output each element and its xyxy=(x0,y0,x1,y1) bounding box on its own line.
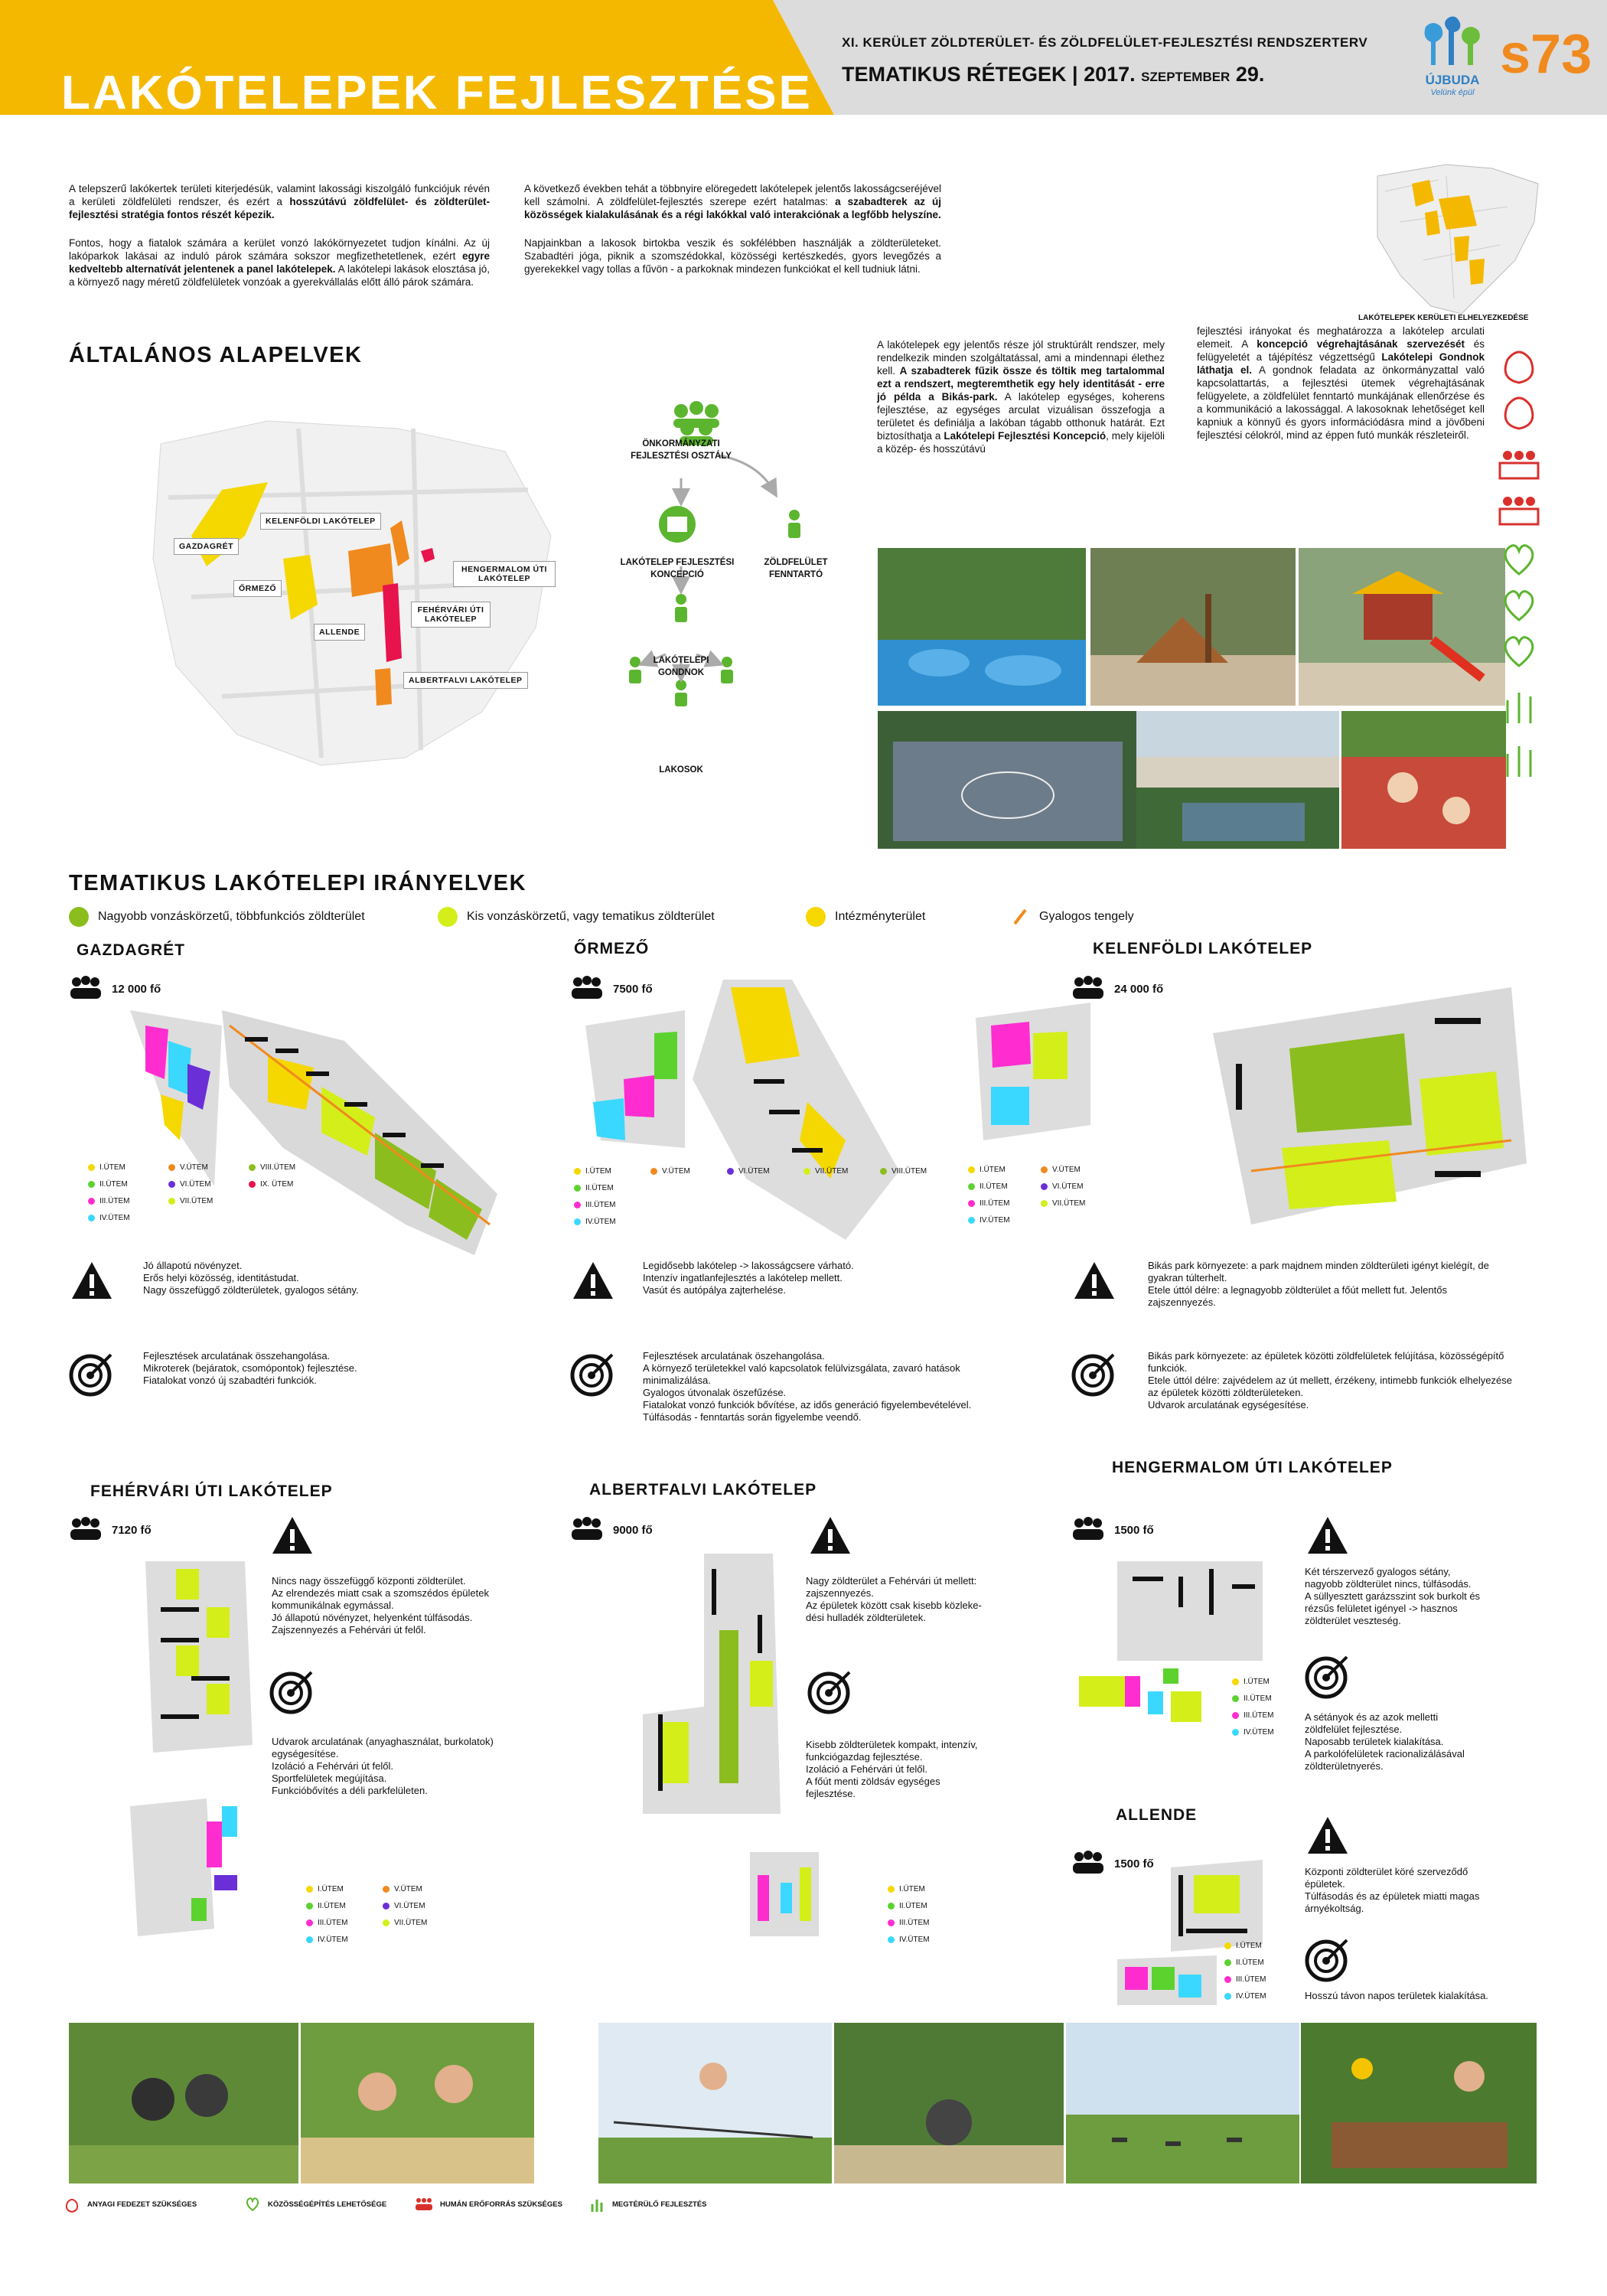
warning-icon xyxy=(269,1514,315,1557)
problem-gazdagret: Jó állapotú növényzet. Erős helyi közösség, identitástudat. Nagy összefüggő zöldterületek, gyalogos sétány. xyxy=(143,1260,359,1296)
target-icon xyxy=(807,1668,853,1714)
warning-icon xyxy=(1305,1814,1351,1857)
problem-albertfalva: Nagy zöldterület a Fehérvári út mellett: zajszennyezés. Az épületek között csak kisebb közleke- dési hulladék zöldterületek. xyxy=(806,1575,982,1623)
map-fehervari xyxy=(130,1546,283,1944)
stage-color-dot xyxy=(1232,1712,1239,1719)
estate-title-hengermalom: HENGERMALOM ÚTI LAKÓTELEP xyxy=(1112,1459,1393,1476)
map-label-fehervari: FEHÉRVÁRI ÚTI LAKÓTELEP xyxy=(411,602,491,628)
stage-label: VII.ÜTEM xyxy=(180,1197,214,1205)
stage-color-dot xyxy=(968,1183,975,1190)
stage-item xyxy=(306,1885,344,1893)
pedestrian-axis-icon xyxy=(1010,907,1030,927)
stage-label: I.ÜTEM xyxy=(585,1167,611,1176)
pop-albertfalva: 9000 fő xyxy=(570,1517,653,1543)
target-icon xyxy=(1305,1936,1351,1982)
stage-label: III.ÜTEM xyxy=(1236,1975,1266,1984)
stage-color-dot xyxy=(968,1200,975,1207)
stage-label: II.ÜTEM xyxy=(318,1902,346,1910)
growth-icon xyxy=(588,2195,606,2213)
stage-item xyxy=(888,1885,925,1893)
stage-color-dot xyxy=(968,1166,975,1173)
district-map xyxy=(145,406,574,773)
warning-icon xyxy=(1071,1259,1117,1302)
stage-item xyxy=(888,1902,927,1910)
map-label-hengermalom: HENGERMALOM ÚTI LAKÓTELEP xyxy=(453,561,556,587)
stage-color-dot xyxy=(88,1181,95,1188)
photo-playground-2 xyxy=(1090,548,1296,706)
pop-ormezo: 7500 fő xyxy=(570,976,653,1002)
stage-color-dot xyxy=(1224,1942,1231,1949)
stage-item xyxy=(88,1214,130,1222)
stage-color-dot xyxy=(1224,1993,1231,2000)
legend-small-green: Kis vonzáskörzetű, vagy tematikus zöldterület xyxy=(438,907,715,927)
money-bag-icon xyxy=(63,2195,81,2213)
problem-ormezo: Legidősebb lakótelep -> lakosságcsere várható. Intenzív ingatlanfejlesztés a lakótelep mellett. Vasút és autópálya zajterhelése. xyxy=(643,1260,854,1296)
stage-label: VI.ÜTEM xyxy=(180,1180,211,1189)
legend-institution: Intézményterület xyxy=(806,907,925,927)
stage-item xyxy=(306,1936,348,1944)
map-label-allende: ALLENDE xyxy=(314,624,365,641)
stage-label: IV.ÜTEM xyxy=(1236,1992,1266,2001)
stage-color-dot xyxy=(168,1181,175,1188)
legend-pedestrian: Gyalogos tengely xyxy=(1010,907,1134,927)
stage-item xyxy=(1232,1694,1272,1703)
stage-color-dot xyxy=(306,1919,313,1926)
stage-label: II.ÜTEM xyxy=(1236,1958,1264,1967)
ujbuda-logo: ÚJBUDA Velünk épül xyxy=(1414,15,1491,103)
stage-item xyxy=(88,1180,128,1189)
stage-item xyxy=(168,1180,211,1189)
stage-color-dot xyxy=(804,1168,810,1175)
stage-item xyxy=(1041,1166,1081,1174)
map-label-albertfalva: ALBERTFALVI LAKÓTELEP xyxy=(403,672,528,689)
stage-color-dot xyxy=(1224,1976,1231,1983)
stage-color-dot xyxy=(249,1164,256,1171)
estate-title-allende: ALLENDE xyxy=(1116,1806,1198,1824)
stage-color-dot xyxy=(968,1217,975,1224)
stage-item xyxy=(888,1919,929,1927)
stage-color-dot xyxy=(1232,1695,1239,1702)
intro-col-1: A telepszerű lakókertek területi kiterjedésük, valamint lakossági kiszolgáló funkciójuk révén a kerületi zöldfelületi rendszer, és ezért a hosszútávú zöldfelület- és zöldterület-fejlesztési stratégia fontos részét képezik. Fontos, hogy a fiatalok számára a kerület vonzó lakókörnyezetet tudjon kínálni. Az új lakóparkok lakásai az induló párok számára sokszor megfizethetetlenek, ezért egyre kedveltebb alternatívát jelentenek a panel lakótelepek. A lakótelepi lakások elosztása jó, a környező nagy méretű zöldfelületek vonzóak a gyerekvállalás előtt álló párok számára. xyxy=(69,183,490,288)
pop-allende: 1500 fő xyxy=(1071,1851,1154,1877)
people-icon xyxy=(69,1517,103,1543)
goal-hengermalom: A sétányok és az azok melletti zöldfelület fejlesztése. Naposabb területek kialakítása. A parkolófelületek racionalizálásával zöldterületnyerés. xyxy=(1305,1711,1465,1772)
stage-color-dot xyxy=(306,1936,313,1943)
people-icon xyxy=(570,1517,604,1543)
diagram-node-1: ÖNKORMÁNYZATI FEJLESZTÉSI OSZTÁLY xyxy=(631,439,732,461)
estate-title-ormezo: ŐRMEZŐ xyxy=(574,940,650,957)
photo-family-picnic xyxy=(301,2023,534,2183)
stage-label: III.ÜTEM xyxy=(980,1199,1010,1208)
stage-label: VI.ÜTEM xyxy=(738,1167,770,1176)
stage-label: VIII.ÜTEM xyxy=(260,1163,296,1172)
stage-item xyxy=(249,1163,295,1172)
photo-stroller-walk xyxy=(834,2023,1064,2183)
stage-label: III.ÜTEM xyxy=(899,1919,930,1927)
growth-icon xyxy=(1508,746,1530,777)
photo-children-playing xyxy=(1341,711,1506,849)
people-icon xyxy=(1071,1517,1105,1543)
stage-item xyxy=(383,1902,425,1910)
heart-hands-icon xyxy=(243,2195,262,2213)
photo-playground-3 xyxy=(1299,548,1505,706)
map-label-gazdagret: GAZDAGRÉT xyxy=(174,538,239,555)
stage-color-dot xyxy=(88,1215,95,1221)
stage-color-dot xyxy=(574,1218,581,1225)
stage-item xyxy=(1232,1728,1274,1737)
stage-label: III.ÜTEM xyxy=(99,1197,130,1205)
stage-label: VI.ÜTEM xyxy=(1052,1182,1084,1191)
growth-icon xyxy=(1508,693,1530,723)
photo-park-lake xyxy=(1136,711,1339,849)
stage-label: V.ÜTEM xyxy=(662,1167,690,1176)
stage-label: IV.ÜTEM xyxy=(899,1936,930,1944)
estate-title-fehervari: FEHÉRVÁRI ÚTI LAKÓTELEP xyxy=(90,1482,333,1500)
stage-label: V.ÜTEM xyxy=(180,1163,208,1172)
map-label-ormezo: ŐRMEZŐ xyxy=(233,580,282,597)
stage-label: VII.ÜTEM xyxy=(394,1919,428,1927)
goal-fehervari: Udvarok arculatának (anyaghasználat, burkolatok) egységesítése. Izoláció a Fehérvári út felől. Sportfelületek megújítása. Funkcióbővítés a déli parkfelületen. xyxy=(272,1736,494,1796)
stage-item xyxy=(1232,1711,1273,1720)
stage-item xyxy=(88,1163,125,1172)
stage-color-dot xyxy=(888,1919,895,1926)
photo-sports-court xyxy=(878,711,1136,849)
stage-label: I.ÜTEM xyxy=(1244,1678,1270,1686)
warning-icon xyxy=(1305,1514,1351,1557)
side-icon-column xyxy=(1492,341,1546,846)
stage-label: IV.ÜTEM xyxy=(980,1216,1010,1225)
photo-community-garden xyxy=(1301,2023,1537,2183)
people-icon xyxy=(69,976,103,1002)
stage-label: V.ÜTEM xyxy=(394,1885,422,1893)
pop-fehervari: 7120 fő xyxy=(69,1517,152,1543)
stage-color-dot xyxy=(1041,1166,1048,1173)
stage-color-dot xyxy=(888,1886,895,1893)
stage-item xyxy=(888,1936,930,1944)
general-text-col-1: A lakótelepek egy jelentős része jól struktúrált rendszer, mely rendelkezik minden szolgáltatással, ami a mindennapi élethez kell. A szabadterek fűzik össze és töltik meg tartalommal ezt a rendszert, megteremthetik egy hely identitását - erre jó példa a Bikás-park. A lakótelep egységes, koherens fejlesztése, az egységes arculat vizuálisan összefogja a területet és definiálja a lakóban tágabb otthonuk határát. Ezt biztosíthatja a Lakótelepi Fejlesztési Koncepció, mely kijelöli a közép- és hosszútávú xyxy=(877,339,1165,455)
stage-item xyxy=(1224,1958,1264,1967)
stage-color-dot xyxy=(383,1903,390,1910)
estate-title-kelenfold: KELENFÖLDI LAKÓTELEP xyxy=(1093,940,1313,957)
stage-label: I.ÜTEM xyxy=(980,1166,1006,1174)
stage-item xyxy=(383,1885,422,1893)
stage-item xyxy=(574,1167,611,1176)
stage-label: VI.ÜTEM xyxy=(394,1902,425,1910)
header-subtitle: TEMATIKUS RÉTEGEK | 2017. SZEPTEMBER 29. xyxy=(842,63,1265,86)
stage-label: I.ÜTEM xyxy=(99,1163,125,1172)
map-label-kelenfold: KELENFÖLDI LAKÓTELEP xyxy=(260,513,381,530)
stage-color-dot xyxy=(88,1164,95,1171)
problem-fehervari: Nincs nagy összefüggő központi zöldterület. Az elrendezés miatt csak a szomszédos épületek kommunikálnak egymással. Jó állapotú növényzet, helyenként túlfásodás. Zajszennyezés a Fehérvári út felől. xyxy=(272,1575,489,1636)
stage-item xyxy=(880,1167,927,1176)
map-kelenfold xyxy=(960,972,1542,1232)
stage-color-dot xyxy=(650,1168,657,1175)
pop-kelenfold: 24 000 fő xyxy=(1071,976,1163,1002)
problem-hengermalom: Két térszervező gyalogos sétány, nagyobb zöldterület nincs, túlfásodás. A süllyesztett garázsszint sok burkolt és rézsűs felületet igényel -> hasznos zöldterület veszteség. xyxy=(1305,1566,1481,1626)
stage-label: II.ÜTEM xyxy=(99,1180,128,1189)
target-icon xyxy=(570,1351,616,1397)
estate-title-gazdagret: GAZDAGRÉT xyxy=(77,941,185,959)
people-icon xyxy=(1500,509,1538,524)
intro-col-2: A következő években tehát a többnyire elöregedett lakótelepek jelentős lakosságcseréjével kell számolni. A zöldfelület-fejlesztés szerepe ezért hatalmas: a szabadterek az új közösségek kialakulásának és a régi lakókkal való interakciónak a legfőbb helyszíne. Napjainkban a lakosok birtokba veszik és sokfélébben használják a zöldterületeket. Szabadtéri jóga, piknik a szomszédokkal, közösségi kertészkedés, gyors levegőzés a gyerekekkel vagy tollas a fűvön - a parkoknak mindezen funkciókat el kell tudniuk látni. xyxy=(524,183,941,275)
stage-color-dot xyxy=(1232,1729,1239,1736)
stage-item xyxy=(1041,1182,1084,1191)
stage-label: IV.ÜTEM xyxy=(1244,1728,1274,1737)
map-ormezo xyxy=(570,964,907,1255)
person-icon xyxy=(675,594,687,622)
stage-label: I.ÜTEM xyxy=(1236,1942,1262,1950)
heart-hands-icon xyxy=(1505,592,1533,620)
stage-color-dot xyxy=(727,1168,734,1175)
stage-item xyxy=(88,1197,129,1205)
stage-color-dot xyxy=(88,1198,95,1205)
stage-label: I.ÜTEM xyxy=(318,1885,344,1893)
stage-item xyxy=(804,1167,848,1176)
map-hengermalom xyxy=(1071,1554,1278,1730)
stage-item xyxy=(574,1201,615,1209)
stage-item xyxy=(650,1167,690,1176)
stage-color-dot xyxy=(306,1903,313,1910)
heart-hands-icon xyxy=(1505,546,1533,574)
goal-gazdagret: Fejlesztések arculatának összehangolása. Mikroterek (bejáratok, csomópontok) fejlesztése. Fiatalokat vonzó új szabadtéri funkciók. xyxy=(143,1350,357,1386)
stage-color-dot xyxy=(888,1903,895,1910)
stage-color-dot xyxy=(880,1168,887,1175)
photo-elderly-park xyxy=(69,2023,298,2183)
heart-hands-icon xyxy=(1505,638,1533,666)
diagram-node-2: LAKÓTELEP FEJLESZTÉSI KONCEPCIÓ xyxy=(620,558,735,579)
section-title-general: ÁLTALÁNOS ALAPELVEK xyxy=(69,343,363,367)
map-gazdagret xyxy=(115,995,513,1270)
stage-item xyxy=(968,1182,1008,1191)
warning-icon xyxy=(807,1514,853,1557)
stage-color-dot xyxy=(168,1198,175,1205)
goal-albertfalva: Kisebb zöldterületek kompakt, intenzív, funkciógazdag fejlesztése. Izoláció a Fehérvári út felől. A főút menti zöldsáv egységes fejlesztése. xyxy=(806,1739,978,1799)
stage-item xyxy=(168,1197,213,1205)
warning-icon xyxy=(570,1259,616,1302)
stage-color-dot xyxy=(1224,1959,1231,1966)
stage-item xyxy=(968,1166,1006,1174)
problem-kelenfold: Bikás park környezete: a park majdnem minden zöldterületi igényt kielégít, de gyakran túlterhelt. Etele úttól délre: a legnagyobb zöldterület a főút mellett fut. Jelentős zajszennyezés. xyxy=(1148,1260,1489,1308)
stage-label: III.ÜTEM xyxy=(585,1201,616,1209)
header-super: XI. KERÜLET ZÖLDTERÜLET- ÉS ZÖLDFELÜLET-FEJLESZTÉSI RENDSZERTERV xyxy=(842,35,1368,50)
stage-item xyxy=(1041,1199,1085,1208)
stage-label: III.ÜTEM xyxy=(318,1919,348,1927)
stage-label: II.ÜTEM xyxy=(899,1902,927,1910)
stage-label: VII.ÜTEM xyxy=(1052,1199,1086,1208)
stage-label: II.ÜTEM xyxy=(1244,1694,1272,1703)
logo-trees-icon xyxy=(1414,15,1491,69)
stage-color-dot xyxy=(1041,1183,1048,1190)
photo-slackline xyxy=(598,2023,832,2183)
stage-item xyxy=(727,1167,770,1176)
target-icon xyxy=(1071,1351,1117,1397)
stage-label: VIII.ÜTEM xyxy=(892,1167,927,1176)
target-icon xyxy=(69,1351,115,1397)
stage-item xyxy=(306,1902,346,1910)
goal-allende: Hosszú távon napos területek kialakítása. xyxy=(1305,1990,1488,2001)
photo-outdoor-yoga xyxy=(1066,2023,1299,2183)
stage-item xyxy=(168,1163,208,1172)
stage-item xyxy=(1224,1975,1266,1984)
footer-legend-return: MEGTÉRÜLŐ FEJLESZTÉS xyxy=(588,2195,707,2213)
legend-large-green: Nagyobb vonzáskörzetű, többfunkciós zöldterület xyxy=(69,907,365,927)
stage-item xyxy=(1224,1992,1266,2001)
stage-item xyxy=(574,1218,616,1226)
stage-label: II.ÜTEM xyxy=(980,1182,1008,1191)
footer-legend-funding: ANYAGI FEDEZET SZÜKSÉGES xyxy=(63,2195,197,2213)
stage-item xyxy=(306,1919,347,1927)
stage-label: IV.ÜTEM xyxy=(318,1936,348,1944)
money-bag-icon xyxy=(1505,352,1533,383)
stage-label: II.ÜTEM xyxy=(585,1184,614,1192)
stage-label: IV.ÜTEM xyxy=(585,1218,616,1226)
pop-gazdagret: 12 000 fő xyxy=(69,976,161,1002)
stage-item xyxy=(968,1199,1009,1208)
stage-label: IX. ÜTEM xyxy=(260,1180,294,1189)
person-icon xyxy=(788,510,800,538)
target-icon xyxy=(1305,1653,1351,1699)
goal-ormezo: Fejlesztések arculatának öszehangolása. A környező területekkel való kapcsolatok felülvizsgálata, zavaró hatások minimalizálása. Gyalogos útvonalak öszefűzése. Fiatalokat vonzó funkciók bővítése, az idős generáció figyelembevételével. Túlfásodás - fenntartás során figyelembe veendő. xyxy=(643,1350,972,1423)
people-icon xyxy=(1500,463,1538,478)
people-icon xyxy=(414,2195,434,2213)
stage-color-dot xyxy=(1041,1200,1048,1207)
stage-label: IV.ÜTEM xyxy=(99,1214,130,1222)
footer-legend-community: KÖZÖSSÉGÉPÍTÉS LEHETŐSÉGE xyxy=(243,2195,386,2213)
target-icon xyxy=(269,1668,315,1714)
stage-label: I.ÜTEM xyxy=(899,1885,925,1893)
diagram-node-4: LAKÓTELEPI GONDNOK xyxy=(653,656,709,677)
stage-color-dot xyxy=(1232,1678,1239,1685)
stage-color-dot xyxy=(574,1202,581,1208)
diagram-node-3: ZÖLDFELÜLET FENNTARTÓ xyxy=(764,558,828,579)
stage-color-dot xyxy=(574,1185,581,1192)
stage-color-dot xyxy=(383,1919,390,1926)
stage-item xyxy=(1224,1942,1262,1950)
stage-item xyxy=(249,1180,293,1189)
stage-color-dot xyxy=(383,1886,390,1893)
stage-item xyxy=(574,1184,614,1192)
stage-item xyxy=(968,1216,1010,1225)
sheet-number: s73 xyxy=(1500,24,1592,85)
location-map xyxy=(1354,153,1553,321)
photo-playground-1 xyxy=(878,548,1086,706)
estate-title-albertfalva: ALBERTFALVI LAKÓTELEP xyxy=(589,1481,817,1499)
general-text-col-2: fejlesztési irányokat és meghatározza a lakótelep arculati elemeit. A koncepció végrehajtásának szervezését és felügyeletét a tájépítész végzettségű Lakótelepi Gondnok láthatja el. A gondnok feladata az önkormányzattal való kapcsolattartás, a fejlesztési ütemek végrehajtásának felügyelete, a zöldfelület fenntartó munkájának ellenőrzése és a kommunikáció a lakossággal. A lakosoknak lehetőséget kell kapniuk a könnyű és gyors információdásra mind a jövőbeni fejlesztési célokról, mind az éppen futó munkák részleteiről. xyxy=(1197,325,1485,441)
stage-color-dot xyxy=(306,1886,313,1893)
diagram-node-5: LAKOSOK xyxy=(659,765,703,775)
stage-color-dot xyxy=(888,1936,895,1943)
stage-label: III.ÜTEM xyxy=(1244,1711,1274,1720)
stage-color-dot xyxy=(249,1181,256,1188)
stage-label: VII.ÜTEM xyxy=(815,1167,849,1176)
pop-hengermalom: 1500 fő xyxy=(1071,1517,1154,1543)
stage-color-dot xyxy=(574,1168,581,1175)
money-bag-icon xyxy=(1505,398,1533,429)
warning-icon xyxy=(69,1259,115,1302)
stage-item xyxy=(1232,1678,1270,1686)
stage-item xyxy=(383,1919,427,1927)
section-title-thematic: TEMATIKUS LAKÓTELEPI IRÁNYELVEK xyxy=(69,871,527,895)
footer-legend-human: HUMÁN ERŐFORRÁS SZÜKSÉGES xyxy=(414,2195,562,2213)
goal-kelenfold: Bikás park környezete: az épületek közötti zöldfelületek felújítása, közösségépítő funkciók. Etele úttól délre: zajvédelem az út mellett, érzékeny, intimebb funkciók elhelyezése az épületek közötti zöldterületeken. Udvarok arculatának egységesítése. xyxy=(1148,1350,1512,1411)
page-title: LAKÓTELEPEK FEJLESZTÉSE xyxy=(61,67,813,115)
people-icon xyxy=(1071,1851,1105,1877)
problem-allende: Központi zöldterület köré szerveződő épületek. Túlfásodás és az épületek miatti magas árnyékoltság. xyxy=(1305,1866,1480,1914)
location-caption: LAKÓTELEPEK KERÜLETI ELHELYEZKEDÉSE xyxy=(1358,314,1529,322)
stage-color-dot xyxy=(168,1164,175,1171)
stage-label: V.ÜTEM xyxy=(1052,1166,1081,1174)
